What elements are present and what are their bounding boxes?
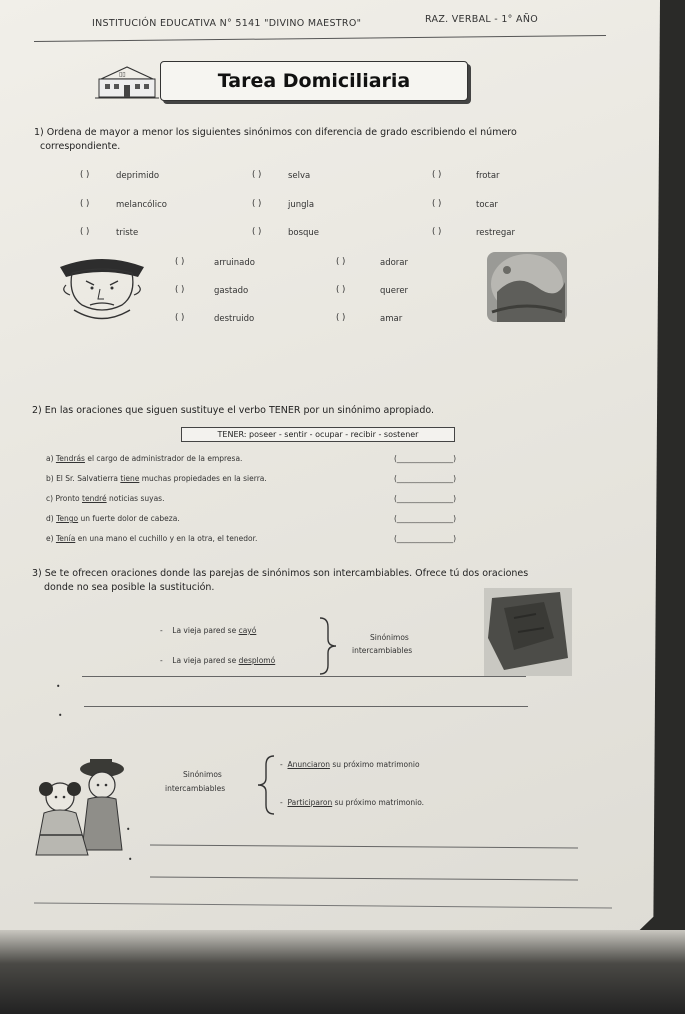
- paren: ( ): [80, 227, 90, 237]
- paren: ( ): [432, 199, 442, 209]
- sentence-verb: tendré: [82, 494, 107, 503]
- tener-options-box: [181, 427, 455, 442]
- bullet: •: [56, 682, 61, 691]
- paren: ( ): [432, 227, 442, 237]
- page-shadow: [0, 930, 685, 1014]
- word-amar: amar: [380, 314, 403, 324]
- dash: -: [160, 626, 163, 635]
- sentence-text: su próximo matrimonio.: [332, 798, 425, 807]
- q1-instruction-cont: correspondiente.: [40, 141, 121, 152]
- paren: ( ): [80, 170, 90, 180]
- answer-blank-c[interactable]: (_______________): [394, 494, 457, 503]
- ex2-label-1: Sinónimos: [183, 770, 222, 779]
- q2-instruction: 2) En las oraciones que siguen sustituye el verbo TENER por un sinónimo apropiado.: [32, 405, 435, 416]
- ex2-sentence-1: [280, 760, 420, 769]
- paren: ( ): [336, 285, 346, 295]
- word-adorar: adorar: [380, 258, 409, 268]
- sentence-verb: Tengo: [56, 514, 79, 523]
- bullet: •: [58, 711, 63, 720]
- sentence-verb: tiene: [120, 474, 140, 483]
- ex1-label-2: intercambiables: [352, 646, 413, 655]
- sentence-prefix: c): [46, 494, 54, 503]
- bullet: •: [128, 855, 133, 864]
- answer-blank-e[interactable]: (_______________): [394, 534, 457, 543]
- sentence-verb: Tendrás: [55, 454, 85, 463]
- paren: ( ): [252, 227, 262, 237]
- sentence-verb: desplomó: [238, 656, 276, 665]
- stone-wall-photo: [484, 588, 572, 676]
- subject-label: RAZ. VERBAL - 1° AÑO: [425, 14, 539, 25]
- sentence-e: [46, 534, 257, 543]
- paren: ( ): [175, 257, 185, 267]
- sentence-verb: Participaron: [287, 798, 333, 807]
- couple-illustration: [22, 755, 132, 865]
- paren: ( ): [80, 199, 90, 209]
- word-bosque: bosque: [288, 228, 320, 238]
- word-restregar: restregar: [476, 228, 515, 238]
- sentence-verb: Anunciaron: [287, 760, 330, 769]
- title-box: [160, 61, 468, 101]
- school-building-icon: [95, 65, 159, 101]
- word-deprimido: deprimido: [116, 171, 160, 181]
- ex2-label-2: intercambiables: [165, 784, 226, 793]
- sentence-a: [46, 454, 242, 463]
- curly-brace: [318, 617, 338, 675]
- answer-blank-d[interactable]: (_______________): [394, 514, 457, 523]
- sentence-text: noticias suyas.: [106, 494, 165, 503]
- sentence-text: La vieja pared se: [172, 656, 239, 665]
- q3-instruction: 3) Se te ofrecen oraciones donde las parejas de sinónimos son intercambiables. Ofrece tú dos oraciones: [32, 568, 529, 579]
- landscape-photo: [487, 252, 567, 322]
- ex2-sentence-2: [280, 798, 424, 807]
- paren: ( ): [252, 170, 262, 180]
- tener-options: TENER: poseer - sentir - ocupar - recibir - sostener: [217, 430, 419, 439]
- sentence-text: el cargo de administrador de la empresa.: [84, 454, 243, 463]
- sentence-text: El Sr. Salvatierra: [53, 474, 121, 483]
- sentence-text: muchas propiedades en la sierra.: [139, 474, 267, 483]
- q1-instruction: 1) Ordena de mayor a menor los siguientes sinónimos con diferencia de grado escribiendo el número: [34, 127, 517, 138]
- word-selva: selva: [288, 171, 311, 181]
- sentence-text: su próximo matrimonio: [329, 760, 420, 769]
- sentence-text: Pronto: [53, 494, 83, 503]
- face-illustration: [52, 255, 152, 325]
- word-arruinado: arruinado: [214, 258, 255, 268]
- dash: -: [160, 656, 163, 665]
- sentence-text: en una mano el cuchillo y en la otra, el tenedor.: [75, 534, 258, 543]
- ex1-label-1: Sinónimos: [370, 633, 409, 642]
- paren: ( ): [336, 313, 346, 323]
- word-tocar: tocar: [476, 200, 498, 210]
- paren: ( ): [336, 257, 346, 267]
- word-triste: triste: [116, 228, 139, 238]
- svg-text:▯▯: ▯▯: [119, 71, 126, 78]
- answer-blank-b[interactable]: (_______________): [394, 474, 457, 483]
- page-title: Tarea Domiciliaria: [217, 70, 411, 92]
- answer-blank-a[interactable]: (_______________): [394, 454, 457, 463]
- sentence-prefix: d): [46, 514, 54, 523]
- dash: -: [280, 760, 283, 769]
- sentence-b: [46, 474, 267, 483]
- answer-line-1[interactable]: [82, 676, 526, 677]
- word-gastado: gastado: [214, 286, 249, 296]
- ex1-sentence-2: [160, 656, 275, 665]
- sentence-d: [46, 514, 180, 523]
- sentence-text: un fuerte dolor de cabeza.: [78, 514, 180, 523]
- sentence-verb: cayó: [238, 626, 257, 635]
- sentence-verb: Tenía: [55, 534, 76, 543]
- word-jungla: jungla: [288, 200, 315, 210]
- paren: ( ): [252, 199, 262, 209]
- paren: ( ): [175, 285, 185, 295]
- paren: ( ): [432, 170, 442, 180]
- q3-instruction-cont: donde no sea posible la sustitución.: [44, 582, 215, 593]
- word-frotar: frotar: [476, 171, 500, 181]
- curly-brace: [256, 755, 276, 815]
- sentence-c: [46, 494, 164, 503]
- word-destruido: destruido: [214, 314, 255, 324]
- dash: -: [280, 798, 283, 807]
- ex1-sentence-1: [160, 626, 256, 635]
- paren: ( ): [175, 313, 185, 323]
- sentence-prefix: e): [46, 534, 54, 543]
- bullet: •: [126, 825, 131, 834]
- sentence-text: La vieja pared se: [172, 626, 239, 635]
- word-melancolico: melancólico: [116, 200, 167, 210]
- school-name: INSTITUCIÓN EDUCATIVA N° 5141 "DIVINO MAESTRO": [92, 18, 362, 29]
- word-querer: querer: [380, 286, 409, 296]
- sentence-prefix: b): [46, 474, 54, 483]
- answer-line-2[interactable]: [84, 706, 528, 707]
- sentence-prefix: a): [46, 454, 54, 463]
